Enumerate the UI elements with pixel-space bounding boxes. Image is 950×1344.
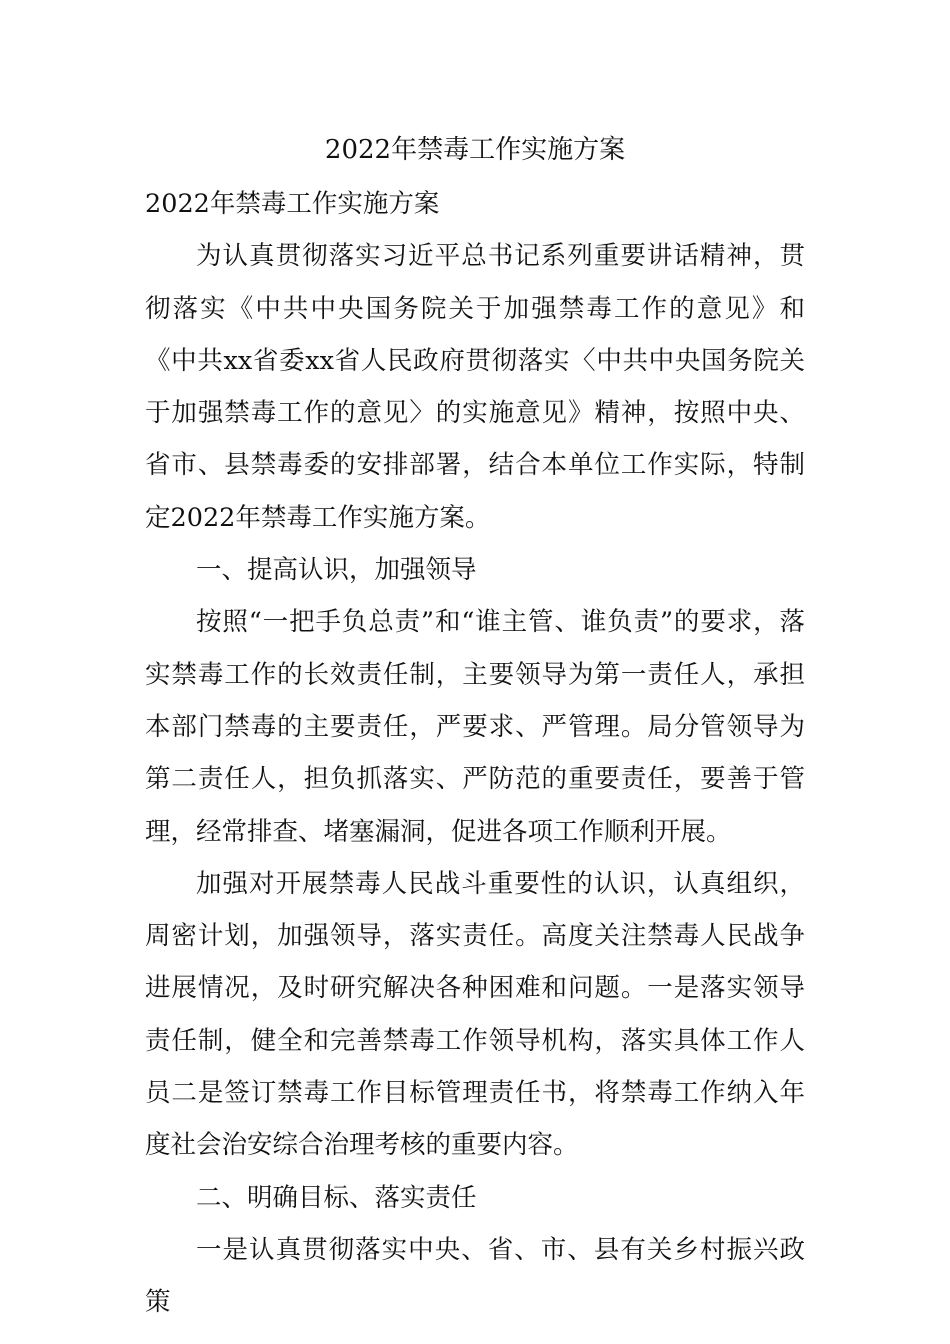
section-heading-2: 二、明确目标、落实责任 bbox=[196, 1182, 477, 1213]
document-body bbox=[145, 178, 805, 1329]
paragraph-intro: 为认真贯彻落实习近平总书记系列重要讲话精神，贯彻落实《中共中央国务院关于加强禁毒工作的意见》和《中共xx省委xx省人民政府贯彻落实〈中共中央国务院关于加强禁毒工作的意见〉的实施意见》精神，按照中央、省市、县禁毒委的安排部署，结合本单位工作实际，特制定2022年禁毒工作实施方案。 bbox=[145, 241, 805, 533]
paragraph-leadership: 加强对开展禁毒人民战斗重要性的认识，认真组织，周密计划，加强领导，落实责任。高度关注禁毒人民战争进展情况，及时研究解决各种困难和问题。一是落实领导责任制，健全和完善禁毒工作领导机构，落实具体工作人员二是签订禁毒工作目标管理责任书，将禁毒工作纳入年度社会治安综合治理考核的重要内容。 bbox=[145, 868, 805, 1161]
section-heading-1: 一、提高认识，加强领导 bbox=[196, 555, 477, 586]
document-subtitle: 2022年禁毒工作实施方案 bbox=[145, 189, 440, 219]
paragraph-policy: 一是认真贯彻落实中央、省、市、县有关乡村振兴政策 bbox=[145, 1234, 805, 1318]
paragraph-responsibility: 按照“一把手负总责”和“谁主管、谁负责”的要求，落实禁毒工作的长效责任制，主要领导为第一责任人，承担本部门禁毒的主要责任，严要求、严管理。局分管领导为第二责任人，担负抓落实、严防范的重要责任，要善于管理，经常排查、堵塞漏洞，促进各项工作顺利开展。 bbox=[145, 607, 805, 847]
document-title: 2022年禁毒工作实施方案 bbox=[324, 135, 626, 165]
